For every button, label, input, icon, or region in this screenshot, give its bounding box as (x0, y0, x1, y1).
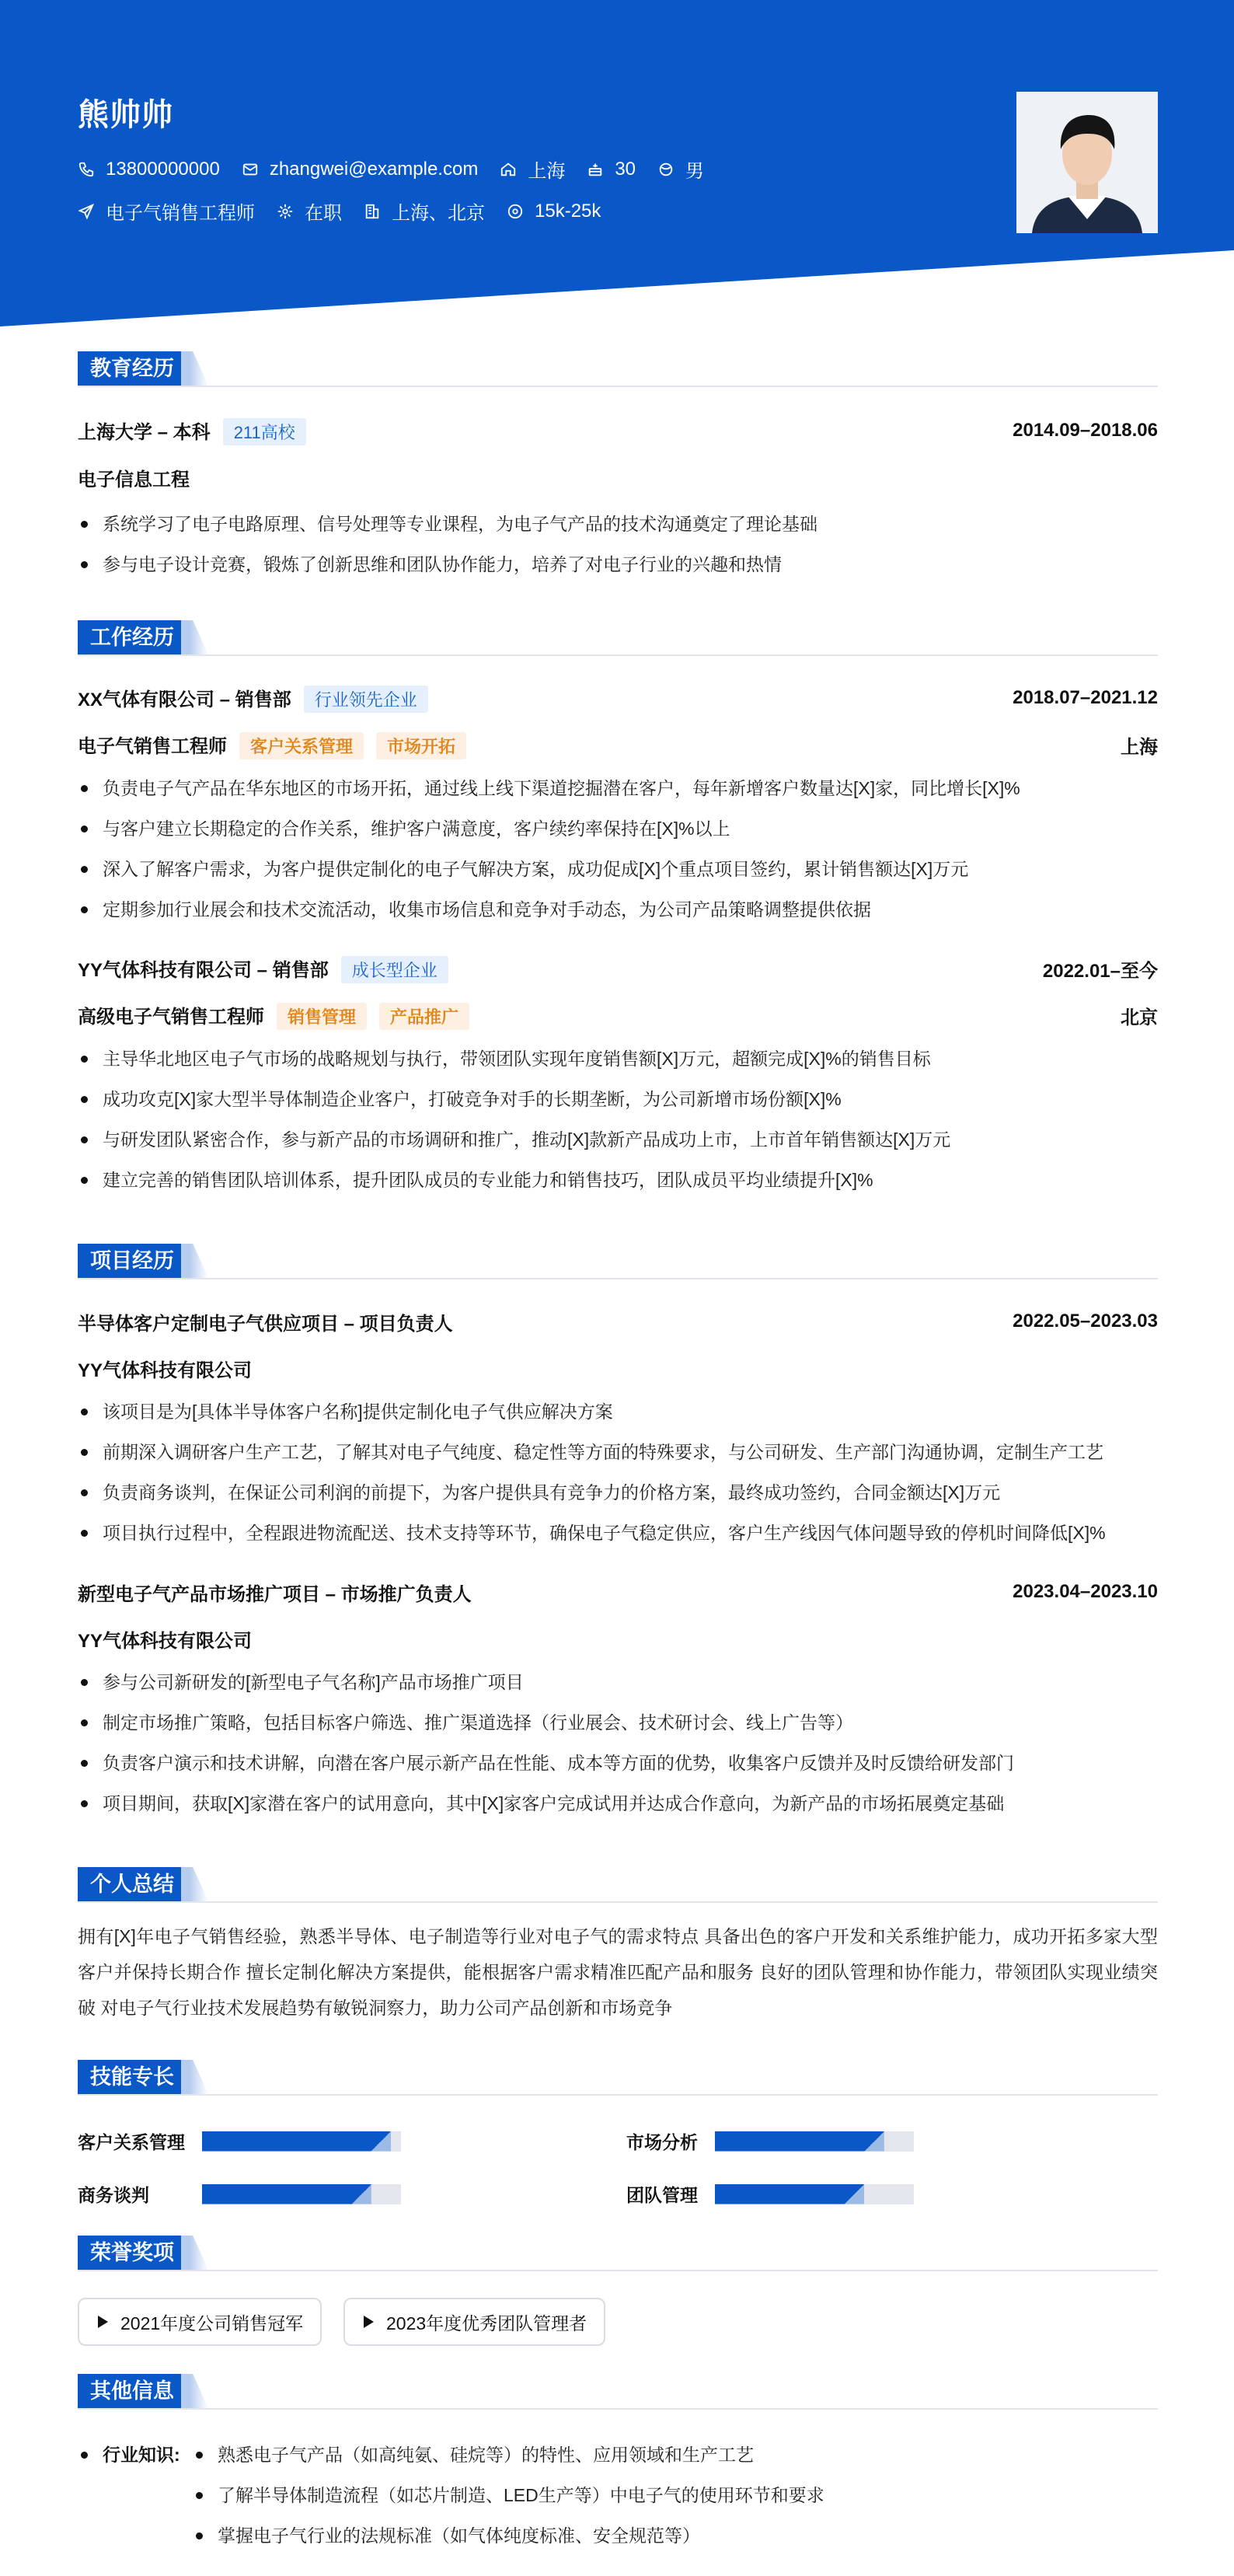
company-name: YY气体科技有限公司 – 销售部 (78, 959, 329, 981)
job-bullets (78, 1038, 1158, 1200)
email-text: zhangwei@example.com (269, 158, 479, 180)
project-name: 新型电子气产品市场推广项目 – 市场推广负责人 (78, 1583, 472, 1605)
list-item: 负责客户演示和技术讲解，向潜在客户展示新产品在性能、成本等方面的优势，收集客户反馈并及时反馈给研发部门 (78, 1743, 1158, 1783)
position-item (78, 197, 255, 225)
school-name: 上海大学 – 本科 (78, 421, 211, 443)
education-date: 2014.09–2018.06 (1013, 420, 1158, 441)
skills-section (78, 2060, 1158, 2215)
play-triangle-icon (364, 2316, 374, 2328)
list-item: 参与电子设计竞赛，锻炼了创新思维和团队协作能力，培养了对电子行业的兴趣和热情 (78, 544, 1158, 585)
major-row (78, 462, 1158, 493)
contact-row (78, 155, 726, 183)
education-row (78, 415, 1158, 446)
play-triangle-icon (98, 2316, 108, 2328)
section-divider (78, 1901, 1158, 1903)
mail-icon (242, 161, 259, 178)
skill-fill (715, 2184, 864, 2204)
section-title: 教育经历 (78, 351, 191, 386)
company-name: XX气体有限公司 – 销售部 (78, 689, 291, 710)
list-item: 深入了解客户需求，为客户提供定制化的电子气解决方案，成功促成[X]个重点项目签约，累计销售额达[X]万元 (78, 849, 1158, 889)
job-company-row (78, 682, 1158, 714)
section-divider (78, 2270, 1158, 2271)
skill-bar (715, 2131, 914, 2152)
skill-item (626, 2181, 914, 2207)
list-item: 参与公司新研发的[新型电子气名称]产品市场推广项目 (78, 1662, 1158, 1702)
skill-name: 客户关系管理 (78, 2132, 185, 2152)
list-item: 前期深入调研客户生产工艺，了解其对电子气纯度、稳定性等方面的特殊要求，与公司研发、生产部门沟通协调，定制生产工艺 (78, 1432, 1158, 1472)
list-item: 成功攻克[X]家大型半导体制造企业客户，打破竞争对手的长期垄断，为公司新增市场份额[X]% (78, 1079, 1158, 1119)
awards-section (78, 2236, 1158, 2337)
job-role: 高级电子气销售工程师 (78, 1006, 264, 1028)
project-org: YY气体科技有限公司 (78, 1360, 253, 1381)
coin-icon (507, 203, 524, 220)
award-badge (78, 2298, 322, 2346)
city-text: 上海 (528, 161, 566, 182)
list-item: 定期参加行业展会和技术交流活动，收集市场信息和竞争对手动态，为公司产品策略调整提供依据 (78, 889, 1158, 930)
skill-fill (202, 2184, 371, 2204)
job-location: 北京 (1121, 1007, 1158, 1028)
school-tag: 211高校 (223, 418, 306, 445)
skill-name: 商务谈判 (78, 2185, 149, 2205)
skill-item (626, 2128, 914, 2154)
summary-section (78, 1867, 1158, 2026)
gear-icon (277, 203, 294, 220)
role-tag: 产品推广 (379, 1003, 469, 1030)
company-tag: 成长型企业 (341, 956, 448, 983)
cake-icon (587, 161, 604, 178)
section-title: 其他信息 (78, 2374, 191, 2408)
projects-section (78, 1244, 1158, 1824)
gender-item (657, 155, 704, 183)
project-bullets (78, 1391, 1158, 1553)
home-icon (500, 161, 517, 178)
phone-icon (78, 161, 95, 178)
role-tag: 客户关系管理 (239, 732, 364, 759)
award-text: 2023年度优秀团队管理者 (386, 2312, 587, 2333)
list-item: 负责商务谈判，在保证公司利润的前提下，为客户提供具有竞争力的价格方案，最终成功签约，合同金额达[X]万元 (78, 1472, 1158, 1513)
awards-heading (78, 2236, 1158, 2271)
list-item: 主导华北地区电子气市场的战略规划与执行，带领团队实现年度销售额[X]万元，超额完成[X]%的销售目标 (78, 1038, 1158, 1079)
role-tag: 市场开拓 (376, 732, 466, 759)
job-role: 电子气销售工程师 (78, 735, 227, 757)
list-item: 项目执行过程中，全程跟进物流配送、技术支持等环节，确保电子气稳定供应，客户生产线因气体问题导致的停机时间降低[X]% (78, 1513, 1158, 1553)
status-text: 在职 (305, 203, 342, 224)
skill-item (78, 2128, 401, 2154)
company-tag: 行业领先企业 (304, 686, 428, 713)
job-role-row (78, 1000, 1158, 1031)
list-item: 负责电子气产品在华东地区的市场开拓，通过线上线下渠道挖掘潜在客户，每年新增客户数量达[X]家，同比增长[X]% (78, 768, 1158, 808)
position-text: 电子气销售工程师 (106, 203, 255, 224)
salary-item (507, 201, 601, 222)
age-item (587, 159, 636, 180)
phone-item (78, 159, 220, 180)
section-title: 技能专长 (78, 2060, 191, 2094)
education-bullets (78, 504, 1158, 585)
other-heading (78, 2374, 1158, 2410)
project-date: 2023.04–2023.10 (1013, 1581, 1158, 1602)
project-name: 半导体客户定制电子气供应项目 – 项目负责人 (78, 1313, 453, 1335)
list-item: 了解半导体制造流程（如芯片制造、LED生产等）中电子气的使用环节和要求 (193, 2475, 824, 2515)
section-divider (78, 2408, 1158, 2410)
skill-fill (715, 2131, 884, 2152)
skill-bar (715, 2184, 914, 2204)
education-section (78, 351, 1158, 585)
email-item (242, 159, 479, 180)
skill-bar (202, 2184, 401, 2204)
skill-item (78, 2181, 401, 2207)
skill-bar (202, 2131, 401, 2152)
other-section (78, 2374, 1158, 2568)
avatar (1016, 92, 1158, 233)
award-text: 2021年度公司销售冠军 (120, 2312, 304, 2333)
job-role-row (78, 729, 1158, 760)
summary-heading (78, 1867, 1158, 1903)
role-tag: 销售管理 (277, 1003, 367, 1030)
project-org: YY气体科技有限公司 (78, 1630, 253, 1652)
summary-text: 拥有[X]年电子气销售经验，熟悉半导体、电子制造等行业对电子气的需求特点 具备出色的客户开发和关系维护能力，成功开拓多家大型客户并保持长期合作 擅长定制化解决方案提供，能根据客户需求精准匹配产品和服务 良好的团队管理和协作能力，带领团队实现业绩突破 对电子气行业技术发展趋势有敏锐洞察力，助力公司产品创新和市场竞争 (78, 1926, 1158, 2018)
award-badge (343, 2298, 605, 2346)
project-org-row (78, 1353, 1158, 1384)
skill-name: 市场分析 (626, 2132, 698, 2152)
knowledge-label-list (78, 2435, 180, 2475)
skill-fill (202, 2131, 391, 2152)
age-text: 30 (615, 158, 636, 180)
section-title: 荣誉奖项 (78, 2236, 191, 2270)
section-title: 个人总结 (78, 1867, 191, 1901)
list-item: 与研发团队紧密合作，参与新产品的市场调研和推广，推动[X]款新产品成功上市，上市首年销售额达[X]万元 (78, 1119, 1158, 1160)
job-intent-row (78, 197, 622, 225)
section-title: 项目经历 (78, 1244, 191, 1278)
building-icon (364, 203, 381, 220)
gender-icon (657, 161, 675, 178)
list-item: 该项目是为[具体半导体客户名称]提供定制化电子气供应解决方案 (78, 1391, 1158, 1432)
education-heading (78, 351, 1158, 387)
person-photo-icon (1016, 92, 1158, 233)
work-section (78, 620, 1158, 1200)
job-location: 上海 (1121, 736, 1158, 758)
section-divider (78, 1278, 1158, 1279)
list-item: 系统学习了电子电路原理、信号处理等专业课程，为电子气产品的技术沟通奠定了理论基础 (78, 504, 1158, 544)
list-item: 熟悉电子气产品（如高纯氨、硅烷等）的特性、应用领域和生产工艺 (193, 2435, 824, 2475)
job-date: 2022.01–至今 (1042, 960, 1158, 982)
project-bullets (78, 1662, 1158, 1824)
project-row (78, 1306, 1158, 1337)
list-item: 制定市场推广策略，包括目标客户筛选、推广渠道选择（行业展会、技术研讨会、线上广告等） (78, 1702, 1158, 1743)
job-date: 2018.07–2021.12 (1013, 687, 1158, 708)
skills-heading (78, 2060, 1158, 2096)
list-item: 与客户建立长期稳定的合作关系，维护客户满意度，客户续约率保持在[X]%以上 (78, 808, 1158, 849)
project-org-row (78, 1623, 1158, 1654)
skill-name: 团队管理 (626, 2185, 698, 2205)
phone-text: 13800000000 (106, 158, 220, 180)
knowledge-label: 行业知识: (78, 2435, 180, 2475)
list-item: 项目期间，获取[X]家潜在客户的试用意向，其中[X]家客户完成试用并达成合作意向，为新产品的市场拓展奠定基础 (78, 1783, 1158, 1824)
section-divider (78, 2094, 1158, 2096)
project-date: 2022.05–2023.03 (1013, 1311, 1158, 1332)
target-city-text: 上海、北京 (392, 203, 485, 224)
section-divider (78, 386, 1158, 387)
city-item (500, 155, 565, 183)
section-divider (78, 654, 1158, 656)
knowledge-list (193, 2435, 824, 2556)
candidate-name: 熊帅帅 (78, 98, 173, 132)
projects-heading (78, 1244, 1158, 1279)
project-row (78, 1576, 1158, 1607)
status-item (277, 197, 342, 225)
section-title: 工作经历 (78, 620, 191, 654)
salary-text: 15k-25k (535, 200, 601, 222)
target-city-item (364, 197, 485, 225)
list-item: 掌握电子气行业的法规标准（如气体纯度标准、安全规范等） (193, 2515, 824, 2556)
gender-text: 男 (685, 161, 705, 182)
job-bullets (78, 768, 1158, 930)
send-icon (78, 203, 95, 220)
list-item: 建立完善的销售团队培训体系，提升团队成员的专业能力和销售技巧，团队成员平均业绩提升[X]% (78, 1160, 1158, 1200)
major-name: 电子信息工程 (78, 469, 190, 490)
job-company-row (78, 953, 1158, 984)
work-heading (78, 620, 1158, 656)
